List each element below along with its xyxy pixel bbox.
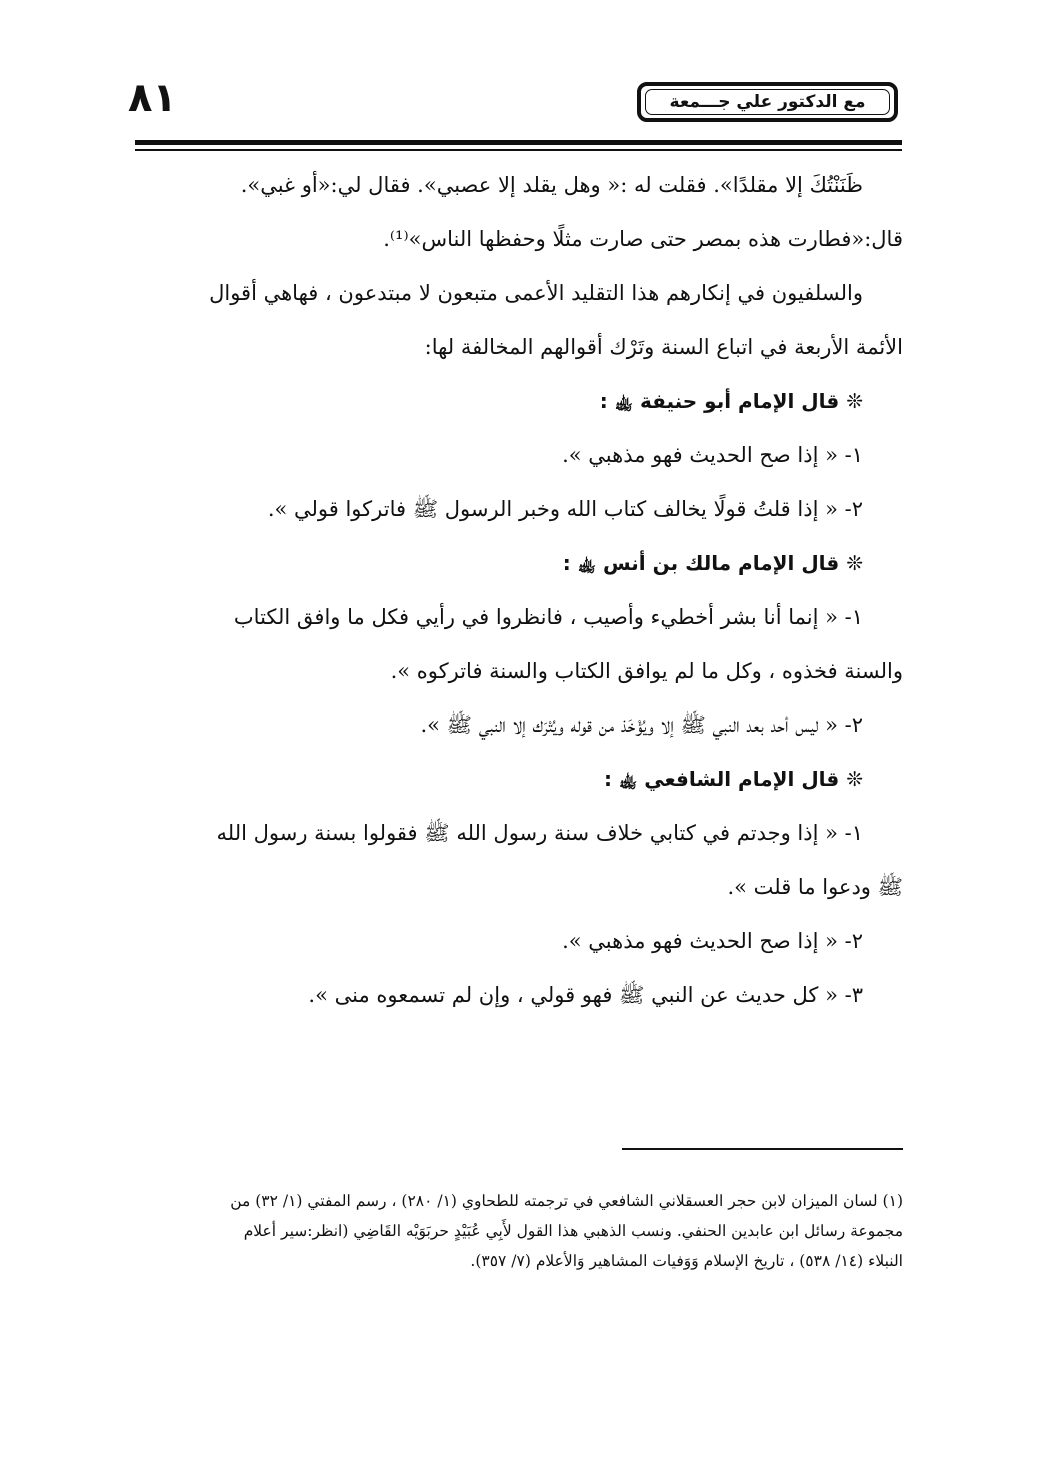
quote-line: والسنة فخذوه ، وكل ما لم يوافق الكتاب والسنة فاتركوه ».	[390, 659, 903, 683]
running-title-frame	[637, 82, 898, 122]
header-rule-thick	[135, 140, 902, 145]
quote-line: ٣- « كل حديث عن النبي ﷺ فهو قولي ، وإن لم تسمعوه منى ».	[308, 983, 863, 1007]
footnote-line: (١) لسان الميزان لابن حجر العسقلاني الشافعي في ترجمته للطحاوي (١/ ٢٨٠) ، رسم المفتي (١/ ٣٢) من	[230, 1192, 903, 1210]
header-rule-thin	[135, 149, 902, 151]
footnote	[133, 1186, 903, 1276]
footnote-separator	[622, 1148, 903, 1150]
quote-line: ١- « إذا وجدتم في كتابي خلاف سنة رسول الله ﷺ فقولوا بسنة رسول الله	[216, 821, 863, 845]
quote-line: ١- « إنما أنا بشر أخطيء وأصيب ، فانظروا في رأيي فكل ما وافق الكتاب	[233, 605, 863, 629]
text-line: والسلفيون في إنكارهم هذا التقليد الأعمى متبعون لا مبتدعون ، فهاهي أقوال	[209, 281, 863, 305]
section-heading: ❊ قال الإمام الشافعي ﵀ :	[604, 767, 863, 791]
text-line: قال:«فطارت هذه بمصر حتى صارت مثلًا وحفظها الناس»⁽¹⁾.	[383, 227, 903, 251]
footnote-line: مجموعة رسائل ابن عابدين الحنفي. ونسب الذهبي هذا القول لأَبِي عُبَيْدٍ حربَوَيْه القَاضِي (انظر:سير أعلام	[243, 1222, 903, 1240]
quote-line: ١- « إذا صح الحديث فهو مذهبي ».	[562, 443, 863, 467]
text-line: الأئمة الأربعة في اتباع السنة وتَرْك أقوالهم المخالفة لها:	[424, 335, 903, 359]
quote-line: ﷺ ودعوا ما قلت ».	[727, 875, 903, 899]
footnote-line: النبلاء (١٤/ ٥٣٨) ، تاريخ الإسلام وَوَفيات المشاهير وَالأعلام (٧/ ٣٥٧).	[470, 1252, 903, 1270]
running-title: مع الدكتور علي جـــمعة	[669, 92, 866, 112]
quote-line: ٢- « إذا قلتُ قولًا يخالف كتاب الله وخبر الرسول ﷺ فاتركوا قولي ».	[267, 497, 863, 521]
page-number: ٨١	[128, 75, 177, 121]
quote-line: ٢- « إذا صح الحديث فهو مذهبي ».	[562, 929, 863, 953]
text-line: ظَنَنْتُكَ إلا مقلدًا». فقلت له :« وهل يقلد إلا عصبي». فقال لي:«أو غبي».	[240, 173, 863, 197]
section-heading: ❊ قال الإمام أبو حنيفة ﵀ :	[599, 389, 863, 413]
quote-line: ٢- « ليس أحد بعد النبي ﷺ إلا ويُؤْخَذ من قوله ويُتْرَك إلا النبي ﷺ ».	[420, 713, 863, 737]
body-text	[133, 158, 903, 1022]
section-heading: ❊ قال الإمام مالك بن أنس ﵀ :	[562, 551, 863, 575]
